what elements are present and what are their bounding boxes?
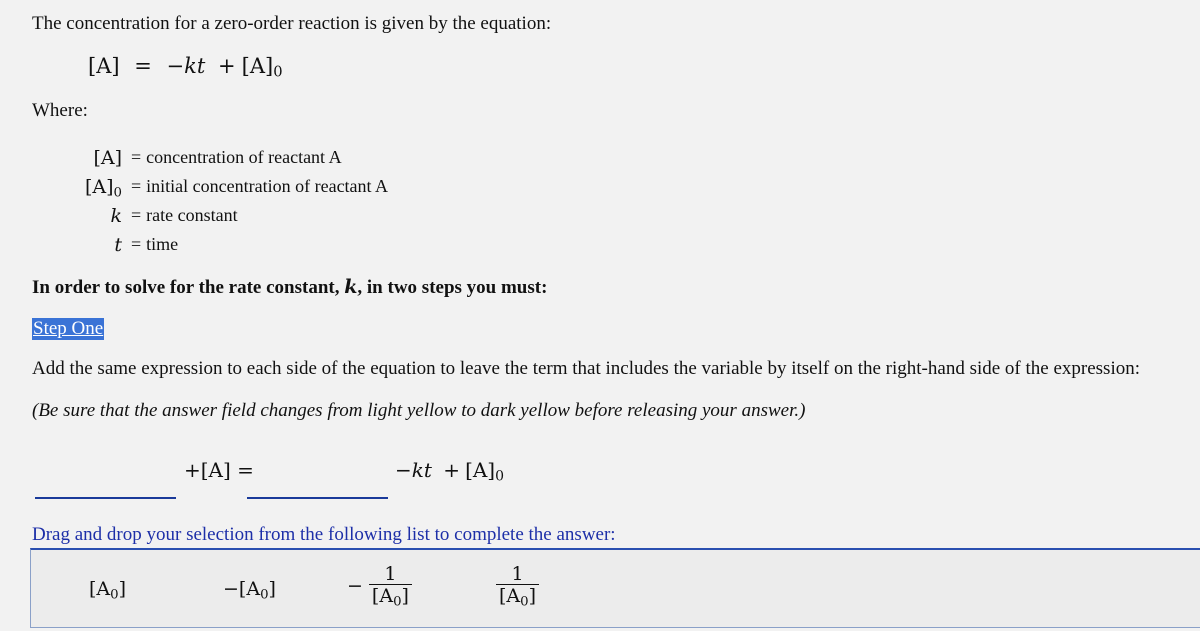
choice-negative-a0[interactable]: $-[A_0]$ [223,578,276,603]
definition-symbol: k [110,204,122,227]
definition-row [66,172,388,201]
equation-lhs: [A] [88,54,120,78]
where-label: Where: [32,100,88,121]
definition-symbol: t [114,233,122,256]
fraction: $\frac{1}{[A_0]}$ [369,564,412,607]
definition-symbol: $[A]_0$ [84,175,122,200]
equation-sub0: 0 [273,63,283,81]
definition-row [66,143,388,172]
step-instructions: Add the same expression to each side of the equation to leave the term that includes the variable by itself on the right-hand side of the expression: [32,358,1141,379]
choice-a0[interactable]: $[A_0]$ [89,578,127,603]
definition-text: initial concentration of reactant A [146,176,389,196]
intro-text: The concentration for a zero-order reaction is given by the equation: [32,13,552,34]
answer-blank-right[interactable] [247,497,388,499]
equation-t: t [196,54,206,78]
definitions-list [66,143,388,259]
definition-equals: = [131,147,142,167]
definition-equals: = [131,234,142,254]
definition-symbol: [A] [93,146,122,169]
equation-equals: = [134,54,152,78]
step-one-label: Step One [33,318,104,339]
definition-row [66,201,388,230]
choice-tray [30,548,1200,628]
rate-equation [88,54,283,81]
equation-a0: [A] [241,54,274,78]
definition-row [66,230,388,259]
equation-k: k [184,54,197,78]
definition-text: time [146,234,179,254]
instruction-after: , in two steps you must: [357,277,548,298]
equation-plus: + [218,54,236,78]
choice-sign: − [347,574,363,597]
definition-text: rate constant [146,205,238,225]
instruction-before: In order to solve for the rate constant, [32,277,345,298]
answer-rhs: $-kt + [A]_0$ [395,458,505,485]
choice-reciprocal-a0[interactable] [496,563,539,610]
definition-equals: = [131,176,142,196]
answer-blank-left[interactable] [35,497,176,499]
instruction-heading [32,276,547,299]
answer-note: (Be sure that the answer field changes from light yellow to dark yellow before releasing your answer.) [32,400,806,421]
drag-prompt: Drag and drop your selection from the following list to complete the answer: [32,524,616,545]
definition-equals: = [131,205,142,225]
instruction-var: k [344,276,358,298]
definition-text: concentration of reactant A [146,147,342,167]
choice-negative-reciprocal-a0[interactable] [347,563,412,610]
equation-minus: − [166,54,185,78]
fraction: $\frac{1}{[A_0]}$ [496,564,539,607]
answer-middle-term: +[A] = [184,458,254,482]
